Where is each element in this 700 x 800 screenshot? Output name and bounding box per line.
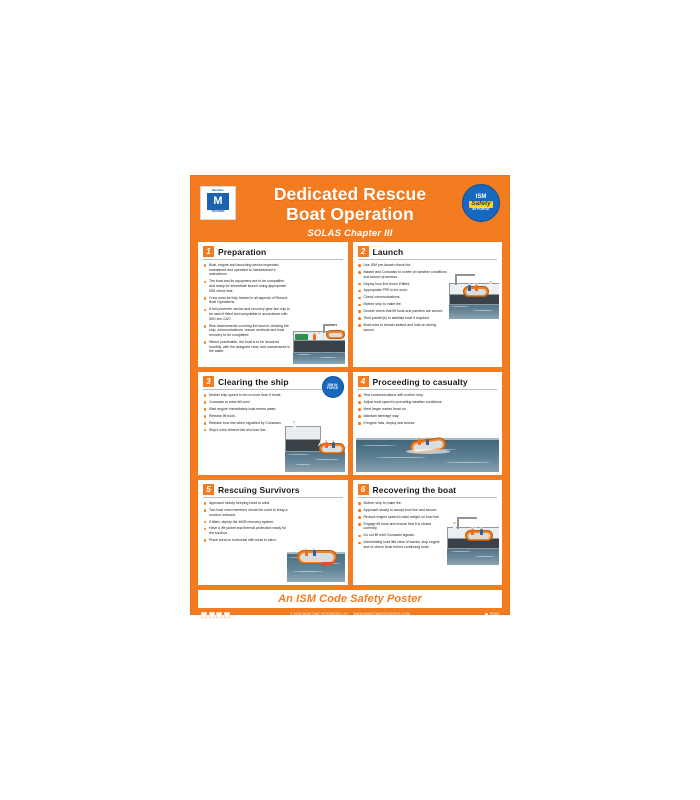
signal-flags <box>201 612 230 618</box>
list-item: If engine fails, deploy sea anchor. <box>358 421 458 426</box>
list-item: Ship's crew retrieve fall and bow line. <box>203 428 284 433</box>
panel-title: Rescuing Survivors <box>218 484 300 495</box>
signal-flag-3 <box>216 612 222 618</box>
copyright-text: © 2009 MARITIME PROGRESS LTD. <box>290 612 350 616</box>
panel-title: Recovering the boat <box>372 484 457 495</box>
list-item: Release bow line when signalled by Coxswain. <box>203 421 284 426</box>
list-item: Do not lift until Coxswain signals. <box>358 533 444 538</box>
list-item: Start engine immediately boat enters water. <box>203 407 284 412</box>
list-item: Double check that lift hook and painters are secure. <box>358 309 447 314</box>
panel-grid <box>198 242 502 585</box>
bullet-list <box>358 501 444 552</box>
panel-header <box>203 246 343 260</box>
signal-flag-1 <box>201 612 207 618</box>
list-item: Adjust boat speed to prevailing weather conditions. <box>358 400 458 405</box>
panel-launch <box>353 242 503 367</box>
safety-poster <box>190 175 510 615</box>
panel-title: Clearing the ship <box>218 376 289 387</box>
panel-header <box>203 484 343 498</box>
ism-badge-line-1: ISM <box>475 194 487 201</box>
poster-subtitle: SOLAS Chapter III <box>307 228 393 240</box>
product-code <box>485 612 499 616</box>
list-item: Master and Coxswain to confer on weather conditions and launch procedure. <box>358 270 447 279</box>
list-item: Boat, engine and launching device inspected, maintained and operated to manufacturer's instructions. <box>203 263 291 277</box>
list-item: Maintain steerage way. <box>358 414 458 419</box>
bullet-dot-icon <box>485 613 488 616</box>
bullet-list <box>358 263 447 335</box>
product-code-text: P1504 <box>489 612 499 616</box>
panel-number: 2 <box>358 246 369 257</box>
panel-number: 1 <box>203 246 214 257</box>
bullet-list <box>203 501 289 545</box>
footer-band <box>198 590 502 608</box>
panel-title: Launch <box>372 246 404 257</box>
ism-in-force-badge <box>462 184 500 222</box>
bullet-list <box>358 393 458 428</box>
panel-header <box>358 376 498 390</box>
list-item: Risk Assessments covering the launch, clearing the ship, communications, rescue methods and boat recovery to be completed. <box>203 324 291 338</box>
panel-recovering-the-boat <box>353 480 503 585</box>
panel-rescuing-survivors <box>198 480 348 585</box>
list-item: Approach slowly, keeping head to wind. <box>203 501 289 506</box>
list-item: Test communications with mother ship. <box>358 393 458 398</box>
logo-top-text: Maritime <box>212 189 224 192</box>
panel-number: 3 <box>203 376 214 387</box>
list-item: The boat and its equipment are to be compatible and ready for immediate launch using appropriate ISM check lists. <box>203 279 291 293</box>
list-item: Crew must be fully trained in all aspects of Rescue Boat Operations. <box>203 296 291 305</box>
poster-title-line-1: Dedicated Rescue <box>273 184 427 204</box>
panel-body <box>203 393 343 434</box>
poster-header <box>198 182 502 240</box>
panel-body <box>358 263 498 335</box>
list-item: Mother ship to make lee. <box>358 302 447 307</box>
panel-number: 6 <box>358 484 369 495</box>
panel-clearing-the-ship <box>198 372 348 475</box>
list-item: Engage lift hook and ensure that it is closed correctly. <box>358 522 444 531</box>
panel-body <box>203 263 343 356</box>
list-item: Where practicable, the boat is to be launched monthly, with the assigned crew, and manoeuvred in the water. <box>203 340 291 354</box>
logo-mark: M <box>207 193 229 210</box>
panel-body <box>358 501 498 552</box>
list-item: Mother ship speed to be no more than 5 knots. <box>203 393 284 398</box>
list-item: If fitted, deploy the MOB recovery system. <box>203 520 289 525</box>
list-item: Meet larger waves head on. <box>358 407 458 412</box>
list-item: Check communications. <box>358 295 447 300</box>
panel-header <box>358 246 498 260</box>
list-item: Mother ship to make lee. <box>358 501 444 506</box>
signal-flag-2 <box>209 612 215 618</box>
panel-preparation <box>198 242 348 367</box>
list-item: A full preventer device and recovery gear are only to be used if fitted and compatible in accordance with IMO circ.1327. <box>203 307 291 321</box>
ism-badge-line-2: Safety <box>471 199 491 207</box>
poster-title-line-2: Boat Operation <box>286 203 414 224</box>
website-url[interactable]: WWW.MARITIMEPROGRESS.COM <box>353 612 410 616</box>
footer-bottom <box>198 609 502 620</box>
panel-number: 4 <box>358 376 369 387</box>
panel-header <box>358 484 498 498</box>
list-item: Two boat crew members should be used to bring a survivor onboard. <box>203 508 289 517</box>
panel-title: Proceeding to casualty <box>372 376 468 387</box>
ism-mini-badge: ISM IN FORCE <box>322 376 344 398</box>
maritime-training-logo <box>200 186 236 220</box>
panel-body <box>203 501 343 545</box>
list-item: Use ISM pre-launch check list. <box>358 263 447 268</box>
list-item: Boat crew to remain seated and hold on during launch. <box>358 323 447 332</box>
bullet-list <box>203 393 284 434</box>
panel-proceeding-to-casualty <box>353 372 503 475</box>
list-item: Have a life jacket and thermal protection ready for the survivor. <box>203 526 289 535</box>
list-item: Tend painter(s) to stabilise boat if required. <box>358 316 447 321</box>
ism-badge-line-3: IN FORCE <box>472 207 490 212</box>
footer-tagline: An ISM Code Safety Poster <box>278 593 422 605</box>
list-item: Deploy bow line boom if fitted. <box>358 282 447 287</box>
title-block <box>198 182 502 239</box>
signal-flag-4 <box>224 612 230 618</box>
bullet-list <box>203 263 291 356</box>
list-item: Appropriate PPE to be worn. <box>358 288 447 293</box>
panel-body <box>358 393 498 428</box>
illustration-proceeding-to-casualty <box>356 430 500 472</box>
panel-title: Preparation <box>218 246 267 257</box>
panel-number: 5 <box>203 484 214 495</box>
list-item: Place survivor horizontal with head to stern. <box>203 538 289 543</box>
list-item: Immediately load lifts clear of waves, stop engine and re-check hook before continuing hoist. <box>358 540 444 549</box>
list-item: Coxswain to wear kill cord. <box>203 400 284 405</box>
list-item: Approach slowly to accept bow line and secure. <box>358 508 444 513</box>
list-item: Release lift hook. <box>203 414 284 419</box>
list-item: Reduce engine speed to take weight on bow line. <box>358 515 444 520</box>
copyright-notice <box>290 612 410 616</box>
logo-bottom-text: TRAINING <box>211 210 225 214</box>
